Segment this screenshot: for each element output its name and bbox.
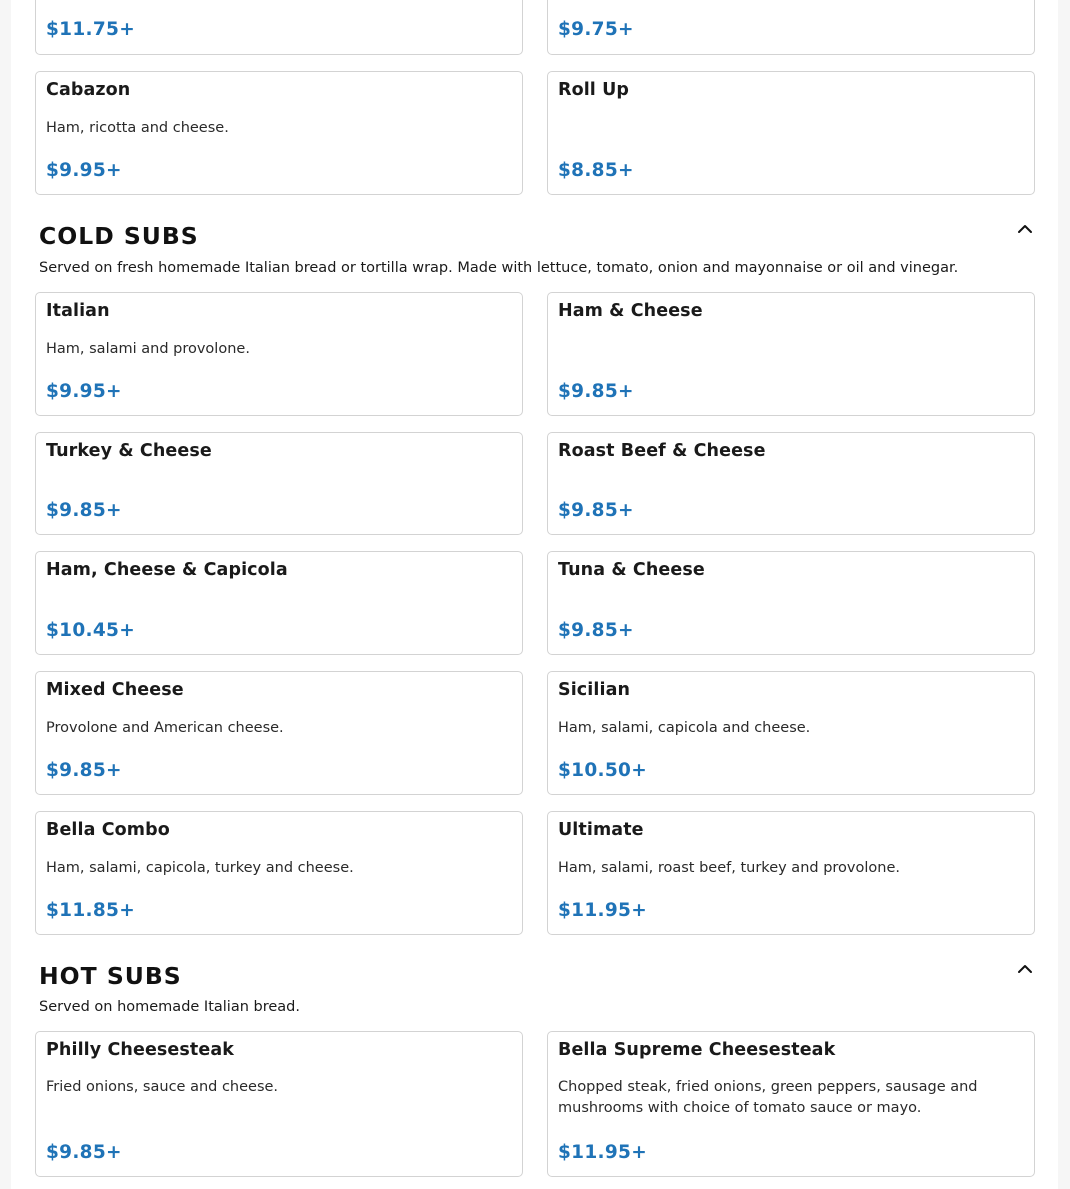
menu-item-card-bella-combo[interactable] bbox=[35, 811, 523, 935]
menu-item-description: Ham, ricotta and cheese. bbox=[46, 120, 229, 136]
chevron-up-icon[interactable] bbox=[1017, 961, 1033, 977]
menu-item-description: Ham, salami, capicola and cheese. bbox=[558, 720, 811, 736]
menu-item-price: $10.50+ bbox=[558, 760, 647, 781]
menu-item-card-cabazon[interactable] bbox=[35, 71, 523, 195]
menu-item-price: $10.45+ bbox=[46, 620, 135, 641]
menu-item-card-mixed-cheese[interactable] bbox=[35, 671, 523, 795]
menu-item-name: Philly Cheesesteak bbox=[46, 1040, 235, 1060]
menu-item-card-ultimate[interactable] bbox=[547, 811, 1035, 935]
menu-item-name: Ham & Cheese bbox=[558, 301, 703, 321]
menu-item-name: Sicilian bbox=[558, 680, 631, 700]
menu-item-description: Ham, salami, roast beef, turkey and provolone. bbox=[558, 860, 900, 876]
menu-item-description: Chopped steak, fried onions, green peppers, sausage and mushrooms with choice of tomato sauce or mayo. bbox=[558, 1079, 978, 1116]
menu-item-price: $9.85+ bbox=[558, 500, 634, 521]
menu-item-price: $8.85+ bbox=[558, 160, 634, 181]
menu-item-price: $11.95+ bbox=[558, 900, 647, 921]
menu-item-name: Roll Up bbox=[558, 80, 630, 100]
menu-item-card-italian[interactable] bbox=[35, 292, 523, 416]
menu-item-price: $9.85+ bbox=[46, 500, 122, 521]
menu-item-card-turkey-cheese[interactable] bbox=[35, 432, 523, 535]
menu-item-name: Bella Supreme Cheesesteak bbox=[558, 1040, 836, 1060]
menu-item-name: Mixed Cheese bbox=[46, 680, 184, 700]
menu-item-name: Roast Beef & Cheese bbox=[558, 441, 766, 461]
menu-item-card-ham-cheese[interactable] bbox=[547, 292, 1035, 416]
menu-item-name: Italian bbox=[46, 301, 110, 321]
menu-item-card-roast-beef-cheese[interactable] bbox=[547, 432, 1035, 535]
section-title-cold-subs: COLD SUBS bbox=[39, 222, 199, 250]
menu-item-card-roll-up[interactable] bbox=[547, 71, 1035, 195]
menu-item-name: Tuna & Cheese bbox=[558, 560, 705, 580]
menu-item-card-bella-supreme-cheesesteak[interactable] bbox=[547, 1031, 1035, 1177]
menu-item-name: Cabazon bbox=[46, 80, 131, 100]
menu-item-price: $11.85+ bbox=[46, 900, 135, 921]
menu-item-price: $11.75+ bbox=[46, 19, 135, 40]
chevron-up-icon[interactable] bbox=[1017, 221, 1033, 237]
menu-item-card[interactable] bbox=[547, 0, 1035, 55]
menu-item-price: $9.85+ bbox=[558, 620, 634, 641]
menu-item-description: Provolone and American cheese. bbox=[46, 720, 284, 736]
menu-item-name: Ultimate bbox=[558, 820, 644, 840]
section-description-hot-subs: Served on homemade Italian bread. bbox=[39, 999, 300, 1015]
menu-item-price: $9.75+ bbox=[558, 19, 634, 40]
menu-item-card-philly-cheesesteak[interactable] bbox=[35, 1031, 523, 1177]
menu-item-name: Bella Combo bbox=[46, 820, 170, 840]
section-description-cold-subs: Served on fresh homemade Italian bread or tortilla wrap. Made with lettuce, tomato, onion and mayonnaise or oil and vinegar. bbox=[39, 260, 959, 276]
menu-page bbox=[11, 0, 1058, 1189]
menu-item-description: Ham, salami and provolone. bbox=[46, 341, 250, 357]
section-title-hot-subs: HOT SUBS bbox=[39, 962, 182, 990]
menu-item-description: Fried onions, sauce and cheese. bbox=[46, 1079, 279, 1095]
menu-item-price: $9.95+ bbox=[46, 381, 122, 402]
menu-item-card-tuna-cheese[interactable] bbox=[547, 551, 1035, 655]
menu-item-card-sicilian[interactable] bbox=[547, 671, 1035, 795]
menu-item-price: $9.85+ bbox=[558, 381, 634, 402]
menu-item-price: $9.85+ bbox=[46, 760, 122, 781]
menu-item-name: Turkey & Cheese bbox=[46, 441, 212, 461]
menu-item-price: $11.95+ bbox=[558, 1142, 647, 1163]
menu-item-price: $9.85+ bbox=[46, 1142, 122, 1163]
menu-item-description: Ham, salami, capicola, turkey and cheese. bbox=[46, 860, 354, 876]
menu-item-name: Ham, Cheese & Capicola bbox=[46, 560, 288, 580]
menu-item-card[interactable] bbox=[35, 0, 523, 55]
menu-item-card-ham-cheese-capicola[interactable] bbox=[35, 551, 523, 655]
menu-item-price: $9.95+ bbox=[46, 160, 122, 181]
